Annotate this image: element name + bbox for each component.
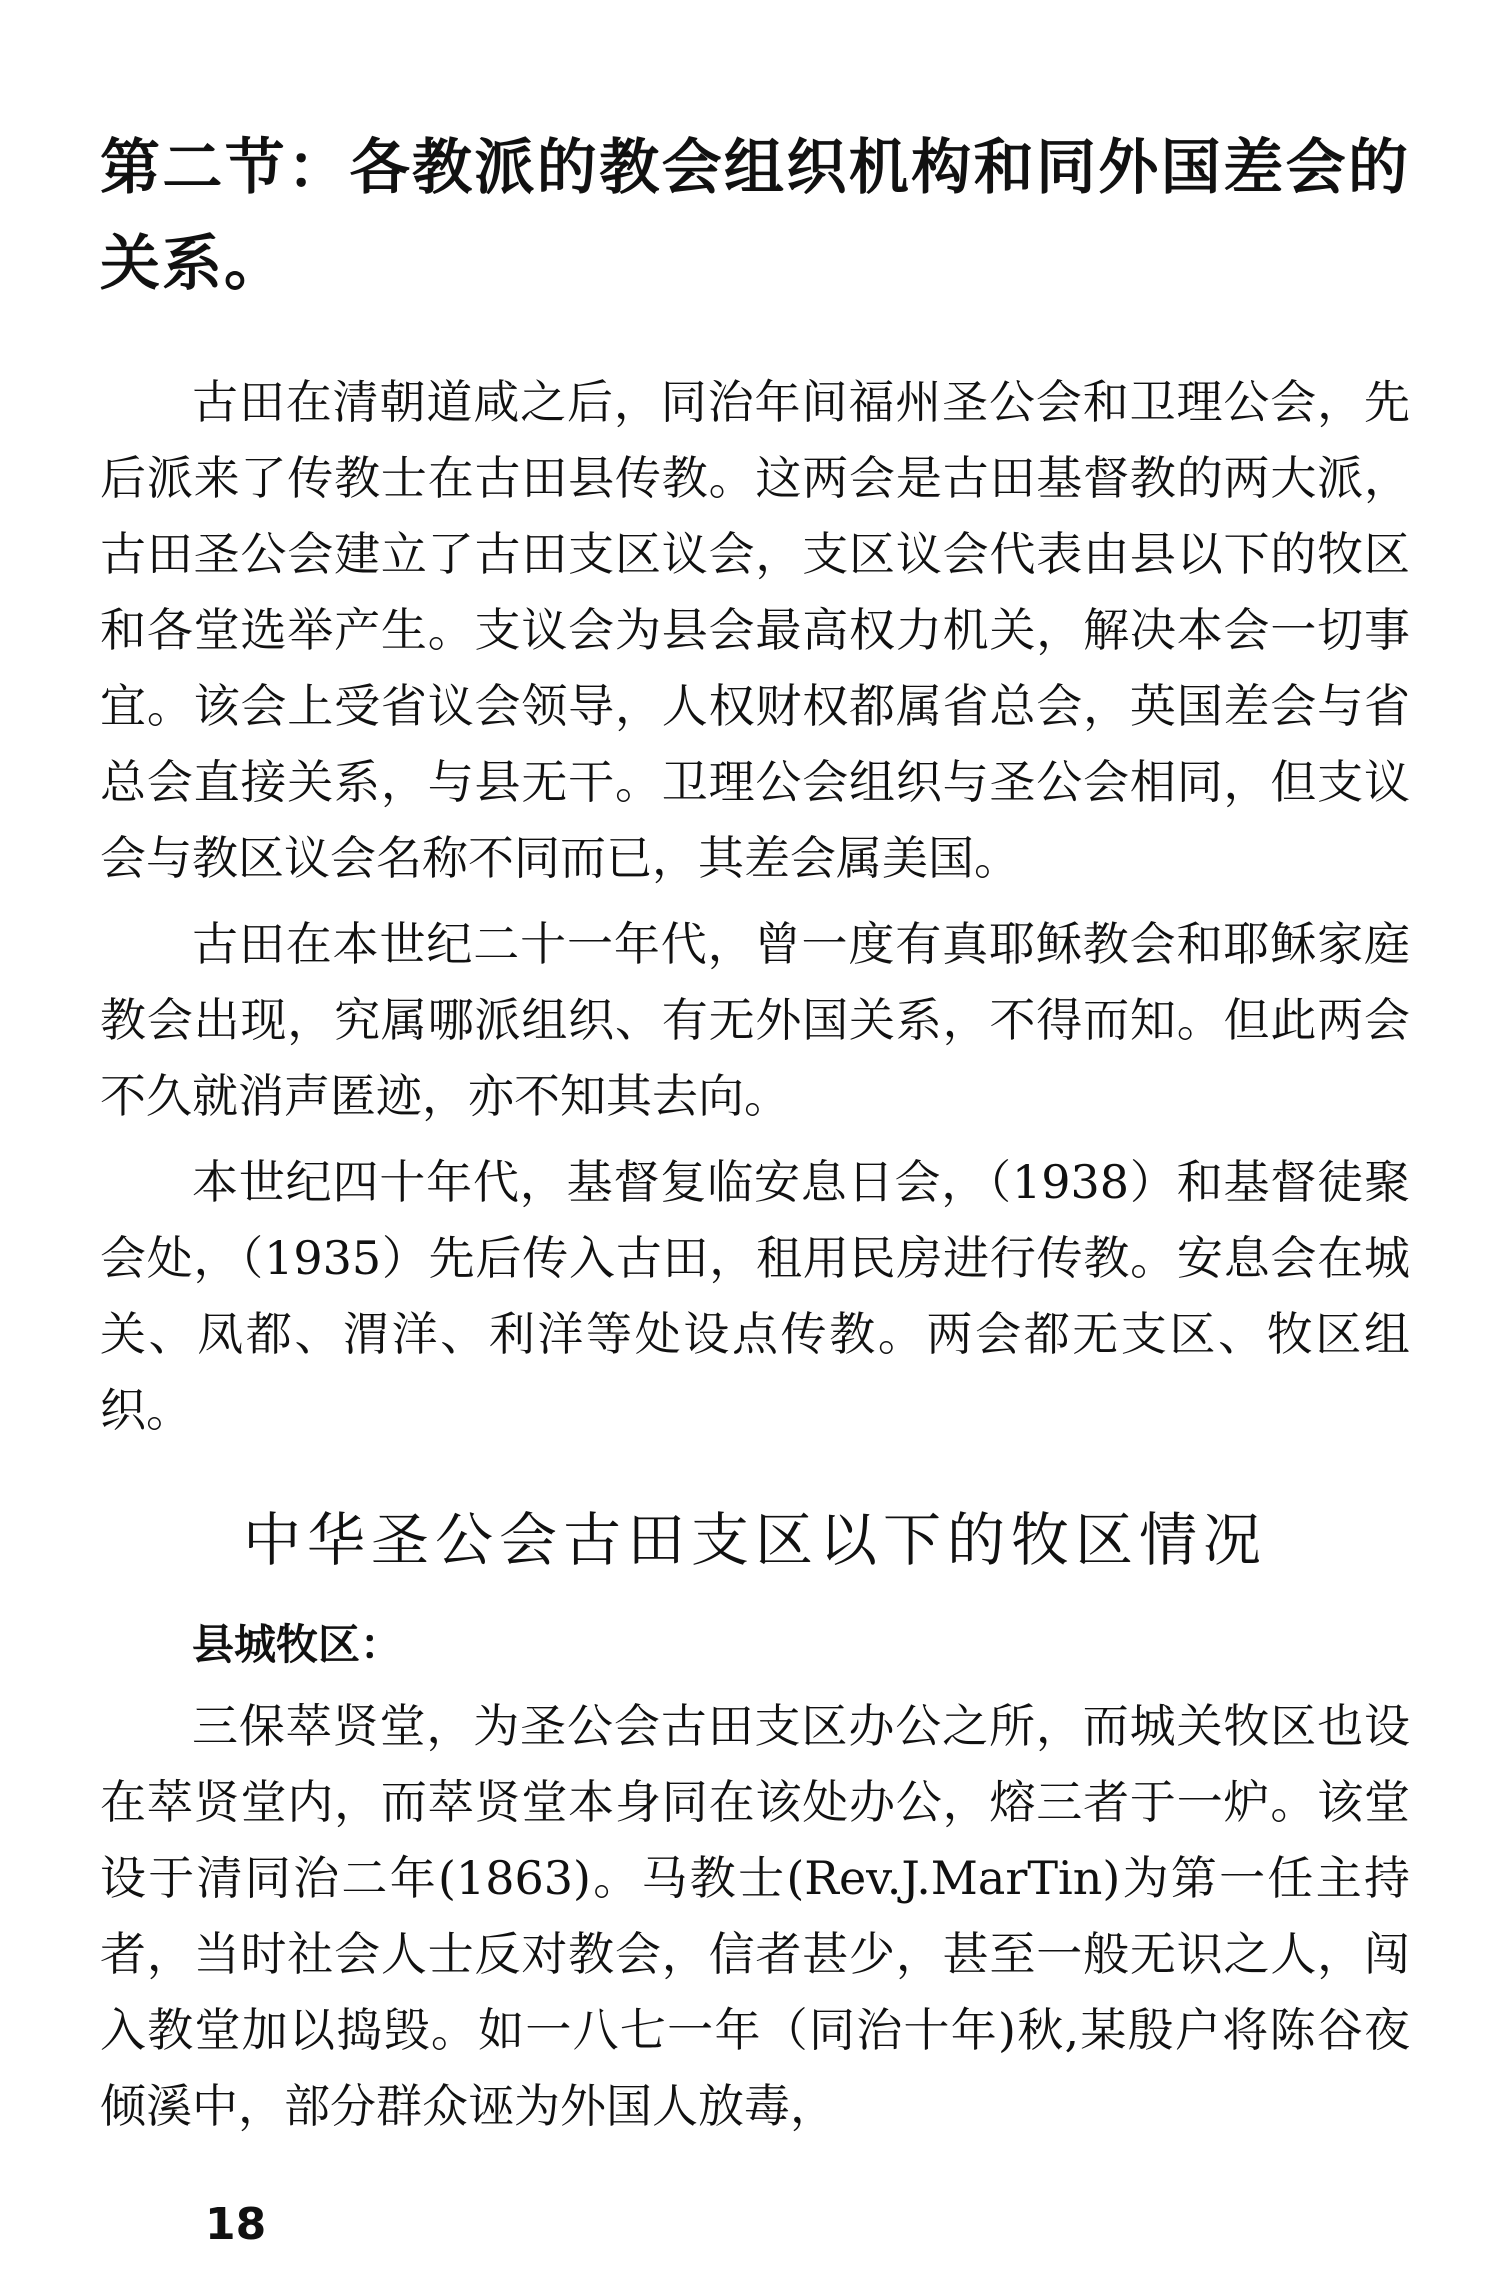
paragraph-cuixian-church: 三保萃贤堂，为圣公会古田支区办公之所，而城关牧区也设在萃贤堂内，而萃贤堂本身同在该处办公，熔三者于一炉。该堂设于清同治二年(1863)。马教士(Rev.J.MarTin)为第一任主持者，当时社会人士反对教会，信者甚少，甚至一般无识之人，闯入教堂加以捣毁。如一八七一年（同治十年)秋,某殷户将陈谷夜倾溪中，部分群众诬为外国人放毒， <box>100 1699 1410 2133</box>
subheading-pastoral-districts: 中华圣公会古田支区以下的牧区情况 <box>242 1506 1267 1574</box>
section-title: 第二节：各教派的教会组织机构和同外国差会的关系。 <box>100 133 1410 299</box>
label-county-district: 县城牧区： <box>192 1620 403 1669</box>
document-page <box>100 120 1410 2144</box>
page-number: 18 <box>205 2199 267 2250</box>
paragraph-adventist-assembly: 本世纪四十年代，基督复临安息日会，（1938）和基督徒聚会处，（1935）先后传入古田，租用民房进行传教。安息会在城关、凤都、渭洋、利洋等处设点传教。两会都无支区、牧区组织。 <box>100 1155 1410 1437</box>
paragraph-true-jesus-church: 古田在本世纪二十一年代，曾一度有真耶稣教会和耶稣家庭教会出现，究属哪派组织、有无外国关系，不得而知。但此两会不久就消声匿迹，亦不知其去向。 <box>100 917 1410 1123</box>
paragraph-missions-overview: 古田在清朝道咸之后，同治年间福州圣公会和卫理公会，先后派来了传教士在古田县传教。这两会是古田基督教的两大派，古田圣公会建立了古田支区议会，支区议会代表由县以下的牧区和各堂选举产生。支议会为县会最高权力机关，解决本会一切事宜。该会上受省议会领导，人权财权都属省总会，英国差会与省总会直接关系，与县无干。卫理公会组织与圣公会相同，但支议会与教区议会名称不同而已，其差会属美国。 <box>100 375 1410 885</box>
